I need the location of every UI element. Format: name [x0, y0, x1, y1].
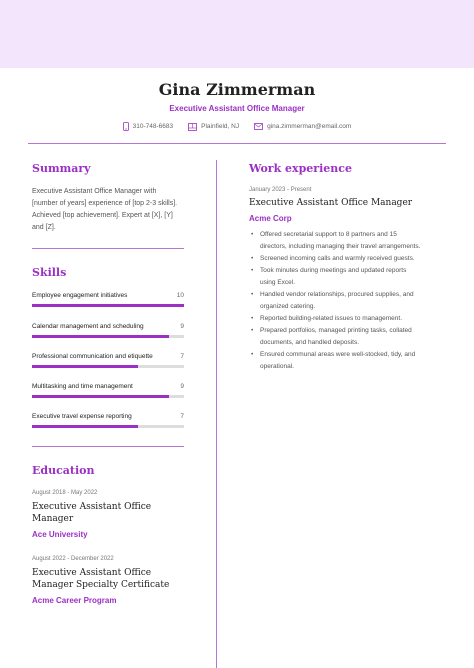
skill-bar	[32, 365, 184, 368]
phone-text: 310-748-6683	[132, 123, 174, 130]
company-name: Acme Corp	[249, 214, 292, 223]
bullet-line: documents, and handled deposits.	[260, 339, 360, 346]
skill-item	[32, 382, 184, 398]
summary-line: Executive Assistant Office Manager with	[32, 188, 157, 195]
summary-text	[32, 186, 192, 234]
skill-bar-fill	[32, 425, 138, 428]
bullet-line: • Offered secretarial support to 8 partners and 15	[260, 231, 397, 238]
work-dates: January 2023 - Present	[249, 187, 312, 193]
skill-name: Employee engagement initiatives	[32, 292, 128, 299]
skill-bar	[32, 335, 184, 338]
bullet-line: operational.	[260, 363, 294, 370]
list-item	[249, 289, 449, 313]
list-item	[249, 253, 449, 265]
header-divider	[28, 143, 446, 144]
skill-level: 7	[180, 353, 184, 360]
education-degree	[32, 501, 202, 525]
education-school: Ace University	[32, 530, 88, 539]
bullet-line: • Screened incoming calls and warmly received guests.	[260, 255, 415, 262]
list-item	[249, 325, 449, 349]
skill-level: 9	[180, 383, 184, 390]
degree-line: Executive Assistant Office	[32, 568, 152, 578]
summary-line: [number of years] experience of [top 2-3 skills].	[32, 200, 178, 207]
summary-line: Achieved [top achievement]. Expert at [X], [Y]	[32, 212, 173, 219]
skill-bar-fill	[32, 365, 138, 368]
bullet-line: • Handled vendor relationships, procured supplies, and	[260, 291, 414, 298]
list-item	[249, 313, 449, 325]
contact-bar	[0, 122, 474, 131]
work-bullets	[249, 229, 449, 373]
skill-name: Multitasking and time management	[32, 383, 133, 390]
skill-item	[32, 291, 184, 307]
location-text: Plainfield, NJ	[201, 123, 240, 130]
header-band	[0, 0, 474, 68]
bullet-line: • Reported building-related issues to management.	[260, 315, 403, 322]
candidate-name: Gina Zimmerman	[158, 80, 316, 99]
skill-item	[32, 352, 184, 368]
section-divider	[32, 446, 184, 447]
skill-name: Executive travel expense reporting	[32, 413, 132, 420]
education-dates: August 2022 - December 2022	[32, 556, 114, 562]
bullet-line: • Took minutes during meetings and updated reports	[260, 267, 407, 274]
email-icon	[254, 123, 263, 130]
skill-bar	[32, 395, 184, 398]
work-heading: Work experience	[249, 162, 352, 175]
skill-bar-fill	[32, 304, 184, 307]
bullet-line: • Prepared portfolios, managed printing tasks, collated	[260, 327, 412, 334]
contact-location	[188, 122, 239, 131]
bullet-line: using Excel.	[260, 279, 296, 286]
skill-item	[32, 322, 184, 338]
summary-heading: Summary	[32, 162, 91, 175]
phone-icon	[123, 122, 129, 131]
email-text: gina.zimmerman@email.com	[267, 123, 352, 130]
degree-line: Manager Specialty Certificate	[32, 580, 170, 590]
education-heading: Education	[32, 464, 95, 477]
skill-name: Calendar management and scheduling	[32, 323, 144, 330]
job-title: Executive Assistant Office Manager	[249, 198, 413, 208]
skill-level: 9	[180, 323, 184, 330]
contact-phone[interactable]	[123, 122, 173, 131]
summary-line: and [Z].	[32, 224, 56, 231]
bullet-line: • Ensured communal areas were well-stocked, tidy, and	[260, 351, 416, 358]
candidate-title: Executive Assistant Office Manager	[169, 104, 305, 113]
skill-bar-fill	[32, 335, 169, 338]
location-icon	[188, 123, 197, 131]
skill-level: 7	[180, 413, 184, 420]
bullet-line: organized catering.	[260, 303, 316, 310]
degree-line: Manager	[32, 514, 74, 524]
list-item	[249, 349, 449, 373]
degree-line: Executive Assistant Office	[32, 502, 152, 512]
skill-bar	[32, 425, 184, 428]
list-item	[249, 229, 449, 253]
section-divider	[32, 248, 184, 249]
contact-email[interactable]	[254, 122, 351, 131]
skill-bar	[32, 304, 184, 307]
skill-level: 10	[176, 292, 184, 299]
skill-name: Professional communication and etiquette	[32, 353, 153, 360]
skill-bar-fill	[32, 395, 169, 398]
skill-item	[32, 412, 184, 428]
list-item	[249, 265, 449, 289]
education-degree	[32, 567, 202, 591]
education-school: Acme Career Program	[32, 596, 117, 605]
column-divider	[216, 160, 217, 668]
skills-heading: Skills	[32, 266, 67, 279]
education-dates: August 2018 - May 2022	[32, 490, 98, 496]
bullet-line: directors, including managing their travel arrangements.	[260, 243, 421, 250]
